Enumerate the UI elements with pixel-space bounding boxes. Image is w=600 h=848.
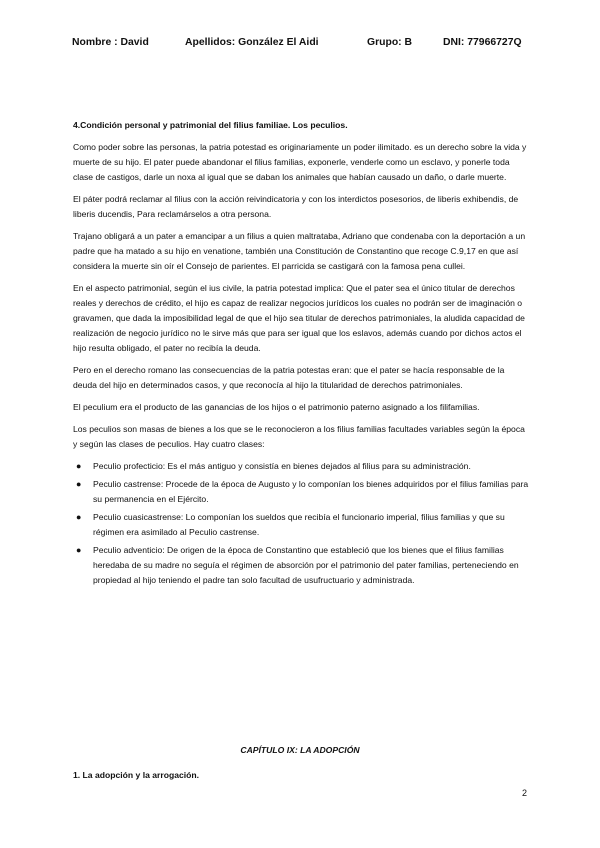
bullet-icon: ● <box>76 461 82 471</box>
bullet-icon: ● <box>76 545 82 555</box>
list-item <box>73 510 529 540</box>
bullet-icon: ● <box>76 479 82 489</box>
list-item <box>73 459 529 474</box>
section-title: 4.Condición personal y patrimonial del filius familiae. Los peculios. <box>73 120 348 130</box>
list-item-text: Peculio cuasicastrense: Lo componían los sueldos que recibía el funcionario imperial, filius familias y que su régimen era asimilado al Peculio castrense. <box>93 512 505 537</box>
header-dni: DNI: 77966727Q <box>443 37 522 48</box>
page-number: 2 <box>522 788 528 798</box>
paragraph: Como poder sobre las personas, la patria potestad es originariamente un poder ilimitado. es un derecho sobre la vida y muerte de su hijo. El pater puede abandonar el filius familias, exponerle, venderle como un esclavo, y ponerle toda clase de castigos, darle un noxa al igual que se daban los animales que habían causado un daño, o darle muerte. <box>73 142 527 182</box>
subsection-title: 1. La adopción y la arrogación. <box>73 770 200 780</box>
page-header <box>72 37 540 51</box>
document-body <box>73 118 529 591</box>
list-item-text: Peculio adventicio: De origen de la época de Constantino que estableció que los bienes que el filius familias heredaba de su madre no seguía el régimen de absorción por el patrimonio del pater familias, perteneciendo en propiedad al hijo teniendo el padre tan solo facultad de usufructuario y administrada. <box>93 545 519 585</box>
peculio-list <box>73 459 529 588</box>
paragraph: Los peculios son masas de bienes a los que se le reconocieron a los filius familias facultades variables según la época y según las clases de peculios. Hay cuatro clases: <box>73 424 525 449</box>
header-apellidos: Apellidos: González El Aidi <box>185 37 319 48</box>
header-nombre: Nombre : David <box>72 37 149 48</box>
list-item-text: Peculio profecticio: Es el más antiguo y consistía en bienes dejados al filius para su administración. <box>93 461 471 471</box>
list-item <box>73 477 529 507</box>
paragraph: El páter podrá reclamar al filius con la acción reivindicatoria y con los interdictos posesorios, de liberis exhibendis, de liberis ducendis, Para reclamárselos a otra persona. <box>73 194 519 219</box>
paragraph: Trajano obligará a un pater a emancipar a un filius a quien maltrataba, Adriano que condenaba con la deportación a un padre que ha matado a su hijo en venatione, también una Constitución de Constantino que recoge C.9,17 en que así considera la muerte sin oír el Consejo de parientes. El parricida se castigará con la famosa pena cullei. <box>73 231 526 271</box>
bullet-icon: ● <box>76 512 82 522</box>
paragraph: En el aspecto patrimonial, según el ius civile, la patria potestad implica: Que el pater sea el único titular de derechos reales y derechos de crédito, el hijo es capaz de realizar negocios jurídicos los cuales no podrán ser de imaginación o gravamen, que dada la imposibilidad legal de que el hijo sea titular de derechos patrimoniales, la aludida capacidad de realización de negocio jurídico no le sirve más que para ser igual que los eslavos, además cuando por dichos actos el hijo resulta obligado, el pater no recibía la deuda. <box>73 283 525 353</box>
header-grupo: Grupo: B <box>367 37 413 48</box>
paragraph: Pero en el derecho romano las consecuencias de la patria potestas eran: que el pater se hacía responsable de la deuda del hijo en determinados casos, y que reconocía al hijo la titularidad de derechos patrimoniales. <box>73 365 505 390</box>
paragraph: El peculium era el producto de las ganancias de los hijos o el patrimonio paterno asignado a los filifamilias. <box>73 402 480 412</box>
list-item <box>73 543 529 588</box>
chapter-title: CAPÍTULO IX: LA ADOPCIÓN <box>240 745 360 755</box>
list-item-text: Peculio castrense: Procede de la época de Augusto y lo componían los bienes adquiridos por el filius familias para su permanencia en el Ejército. <box>93 479 529 504</box>
